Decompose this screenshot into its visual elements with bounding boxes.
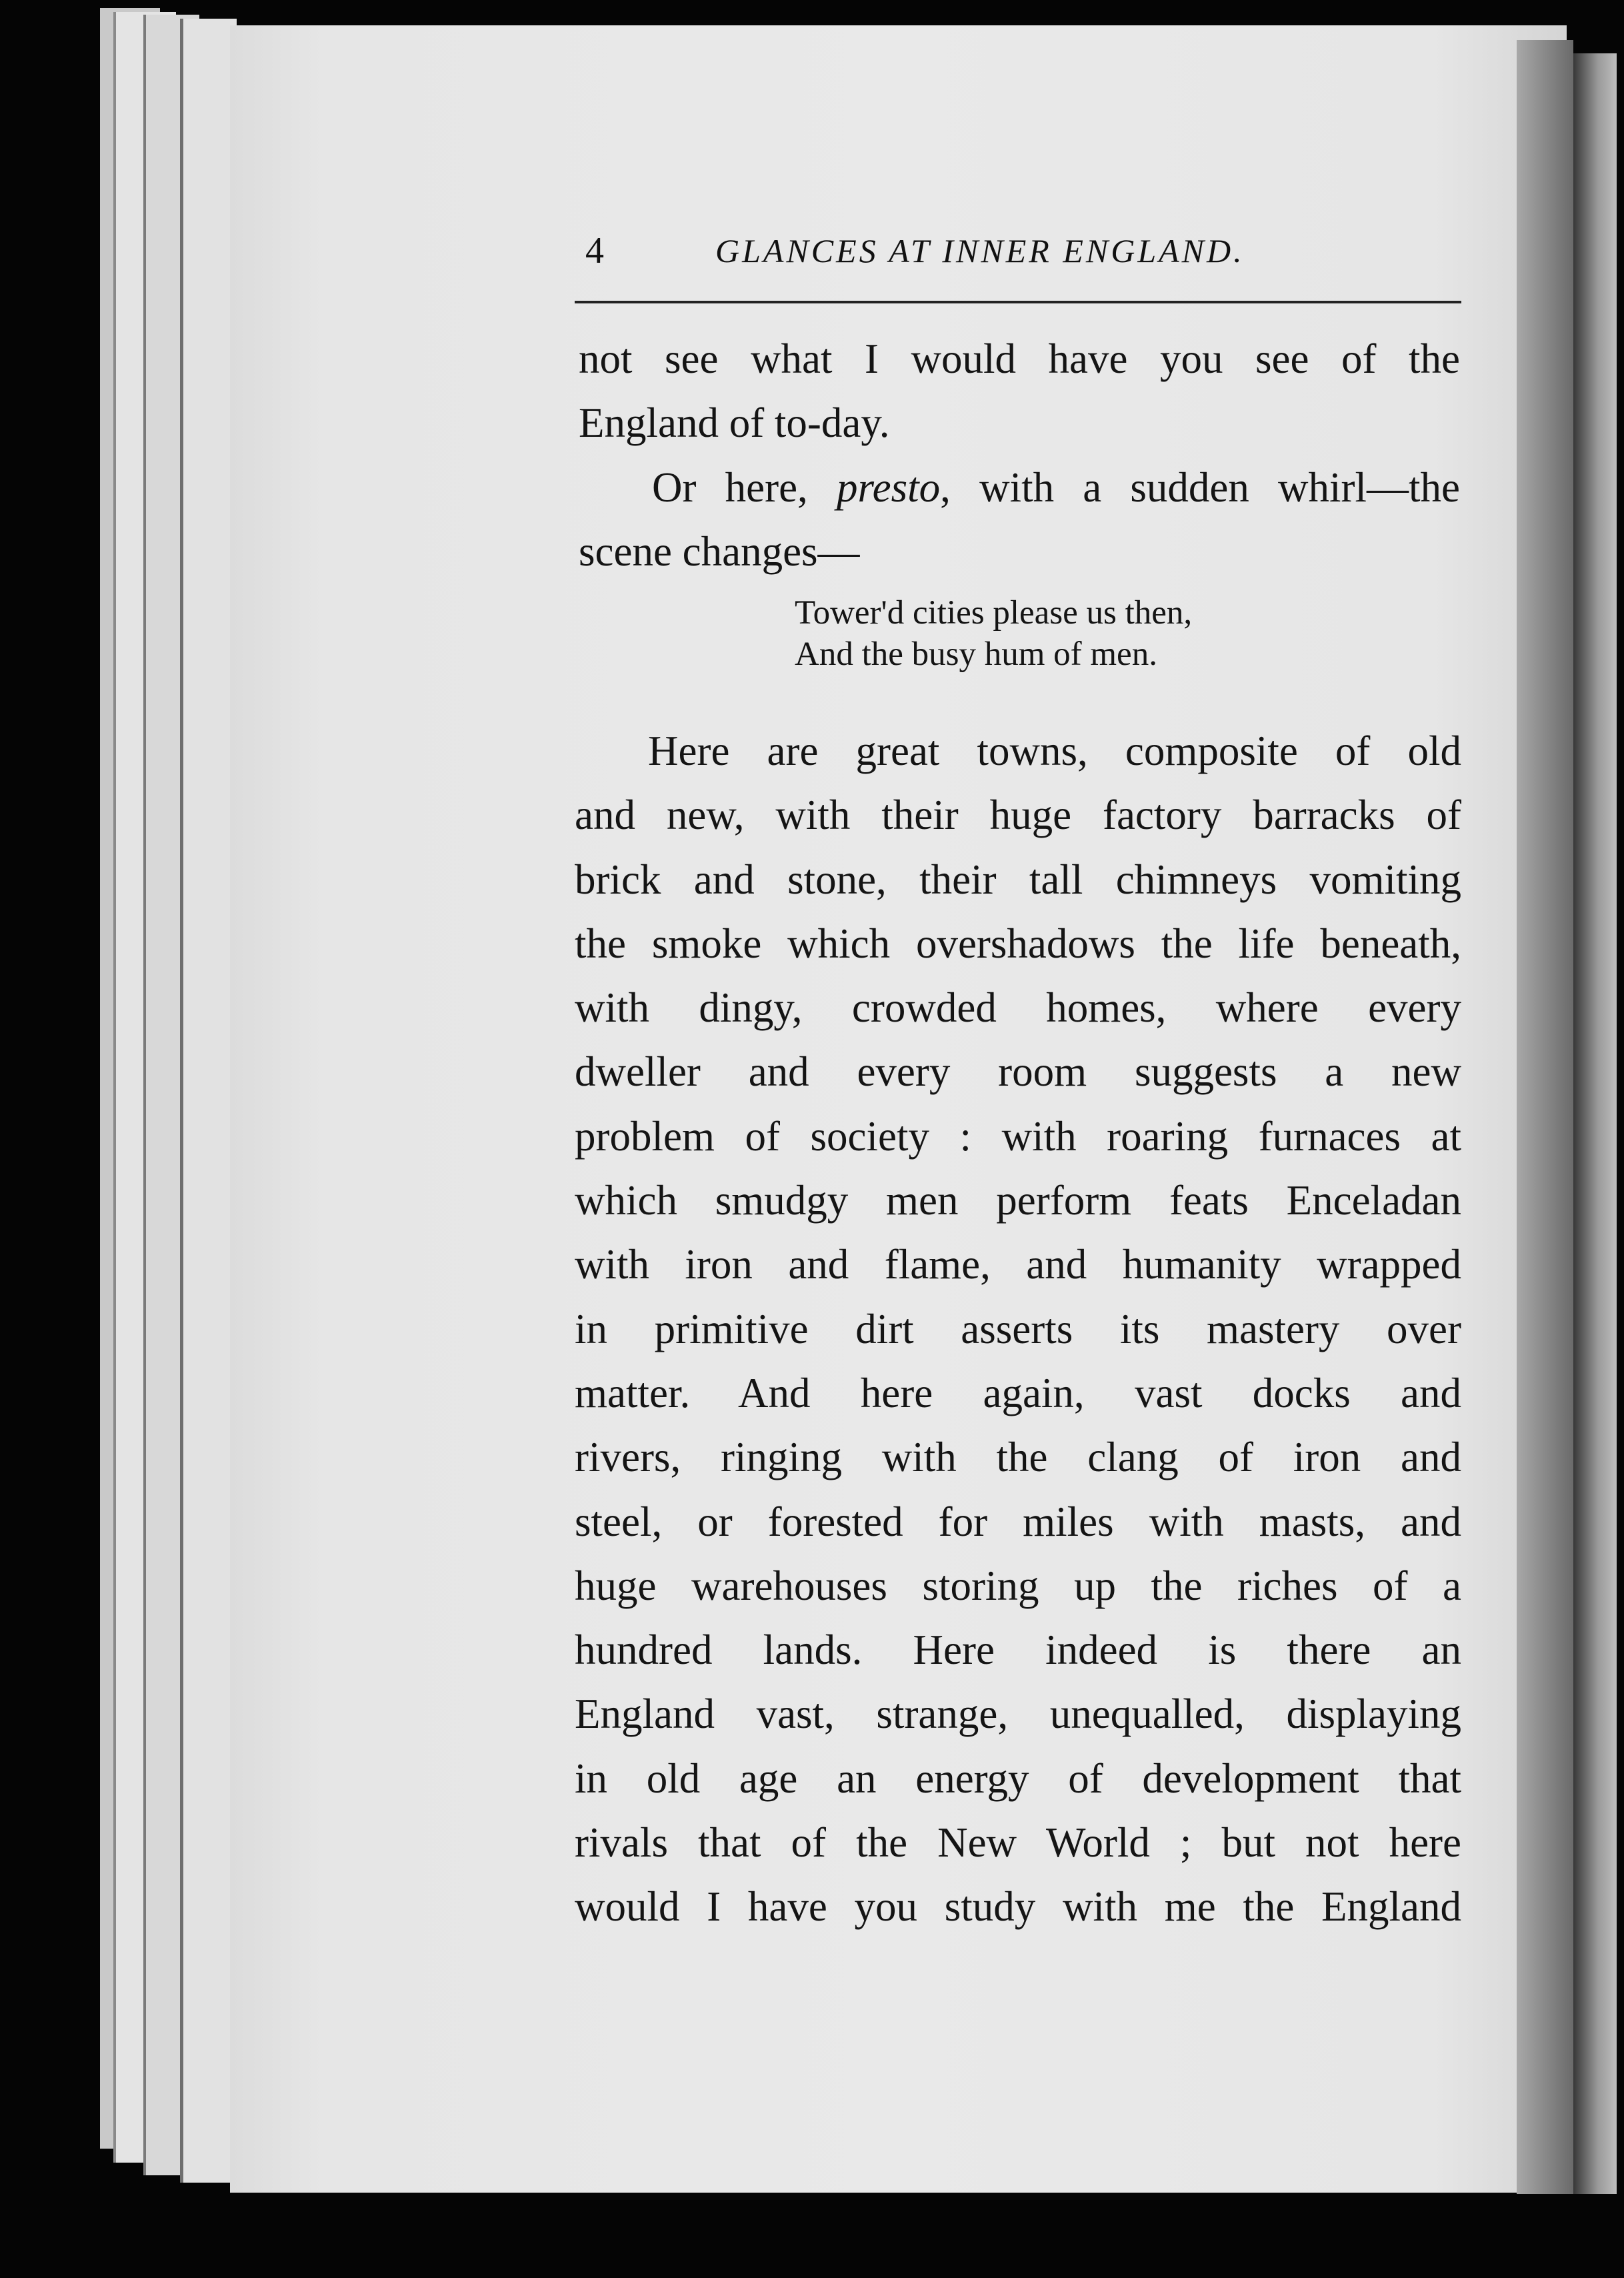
text-line: which smudgy men perform feats Enceladan — [575, 1177, 1461, 1224]
italic-word: presto — [836, 463, 941, 511]
text-line: scene changes— — [579, 527, 860, 575]
verse-line: Tower'd cities please us then, — [795, 594, 1193, 632]
running-title: GLANCES AT INNER ENGLAND. — [715, 232, 1245, 269]
text-line: rivers, ringing with the clang of iron and — [575, 1434, 1461, 1481]
text-line: Here are great towns, composite of old — [648, 728, 1461, 774]
text-line: not see what I would have you see of the — [579, 335, 1460, 382]
text-line: hundred lands. Here indeed is there an — [575, 1626, 1461, 1674]
page-edge-stack — [180, 19, 237, 2183]
text-block-upper — [579, 327, 1460, 584]
text-line: the smoke which overshadows the life beneath, — [575, 920, 1461, 967]
text-line: steel, or forested for miles with masts, and — [575, 1498, 1461, 1545]
text-line: in old age an energy of development that — [575, 1755, 1461, 1802]
page-number: 4 — [585, 230, 604, 271]
book-fore-edge — [1570, 53, 1617, 2194]
text-line: dweller and every room suggests a new — [575, 1048, 1461, 1096]
text-line: in primitive dirt asserts its mastery over — [575, 1305, 1461, 1352]
text-line: rivals that of the New World ; but not here — [575, 1819, 1461, 1867]
text-block-lower — [575, 719, 1461, 1939]
text-line: England vast, strange, unequalled, displaying — [575, 1690, 1461, 1738]
text-line: problem of society : with roaring furnaces at — [575, 1112, 1461, 1160]
header-rule — [575, 301, 1461, 303]
verse-line: And the busy hum of men. — [795, 636, 1157, 673]
page-gutter-shadow — [1517, 40, 1573, 2194]
text-line: and new, with their huge factory barracks of — [575, 792, 1461, 839]
running-header — [585, 224, 1465, 284]
text-line: Or here, presto, with a sudden whirl—the — [652, 463, 1460, 511]
verse-quotation — [795, 592, 1328, 675]
text-line: England of to-day. — [579, 399, 890, 447]
text-line: with dingy, crowded homes, where every — [575, 984, 1461, 1032]
text-line: would I have you study with me the England — [575, 1883, 1461, 1931]
text-line: with iron and flame, and humanity wrapped — [575, 1241, 1461, 1288]
text-line: brick and stone, their tall chimneys vomiting — [575, 856, 1461, 903]
text-line: matter. And here again, vast docks and — [575, 1369, 1461, 1416]
text-line: huge warehouses storing up the riches of a — [575, 1562, 1461, 1609]
